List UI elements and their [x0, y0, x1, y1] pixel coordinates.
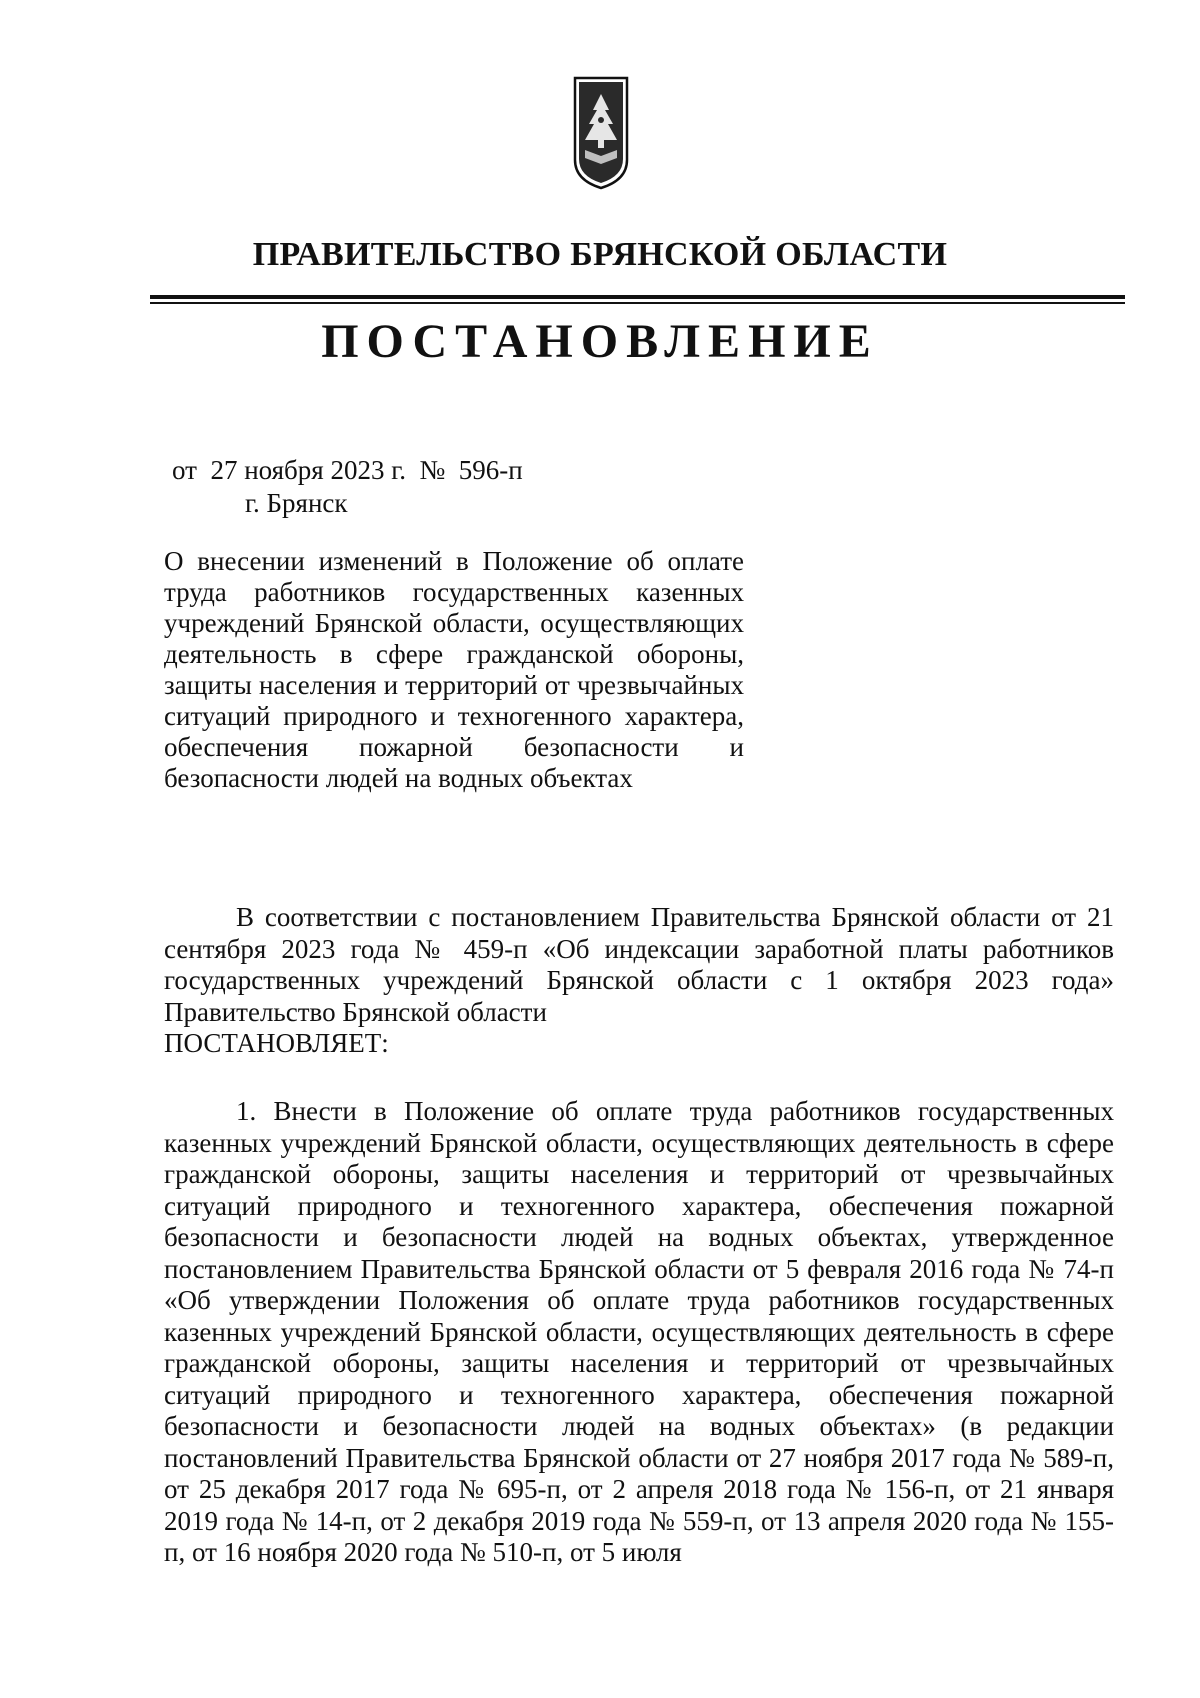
government-title: ПРАВИТЕЛЬСТВО БРЯНСКОЙ ОБЛАСТИ — [252, 236, 948, 273]
header-divider-thick — [150, 295, 1125, 299]
header-divider-thin — [150, 302, 1125, 304]
document-subject: О внесении изменений в Положение об оплате труда работников государственных казенных учреждений Брянской области, осуществляющих деятельность в сфере гражданской обороны, защиты населения и территорий от чрезвычайных ситуаций природного и техногенного характера, обеспечения пожарной безопасности и безопасности людей на водных объектах — [164, 546, 744, 793]
document-city: г. Брянск — [245, 488, 348, 518]
document-type: ПОСТАНОВЛЕНИЕ — [321, 315, 879, 368]
document-date-number: от 27 ноября 2023 г. № 596-п — [172, 455, 523, 485]
coat-of-arms-icon — [573, 76, 629, 190]
item-1-paragraph: 1. Внести в Положение об оплате труда работников государственных казенных учреждений Брянской области, осуществляющих деятельность в сфере гражданской обороны, защиты населения и территорий от чрезвычайных ситуаций природного и техногенного характера, обеспечения пожарной безопасности и безопасности людей на водных объектах, утвержденное постановлением Правительства Брянской области от 5 февраля 2016 года № 74-п «Об утверждении Положения об оплате труда работников государственных казенных учреждений Брянской области, осуществляющих деятельность в сфере гражданской обороны, защиты населения и территорий от чрезвычайных ситуаций природного и техногенного характера, обеспечения пожарной безопасности и безопасности людей на водных объектах» (в редакции постановлений Правительства Брянской области от 27 ноября 2017 года № 589-п, от 25 декабря 2017 года № 695-п, от 2 апреля 2018 года № 156-п, от 21 января 2019 года № 14-п, от 2 декабря 2019 года № 559-п, от 13 апреля 2020 года № 155-п, от 16 ноября 2020 года № 510-п, от 5 июля — [164, 1096, 1114, 1567]
preamble-paragraph: В соответствии с постановлением Правительства Брянской области от 21 сентября 2023 года № 459-п «Об индексации заработной платы работников государственных учреждений Брянской области с 1 октября 2023 года» Правительство Брянской области — [164, 902, 1114, 1027]
resolve-heading: ПОСТАНОВЛЯЕТ: — [164, 1028, 389, 1058]
